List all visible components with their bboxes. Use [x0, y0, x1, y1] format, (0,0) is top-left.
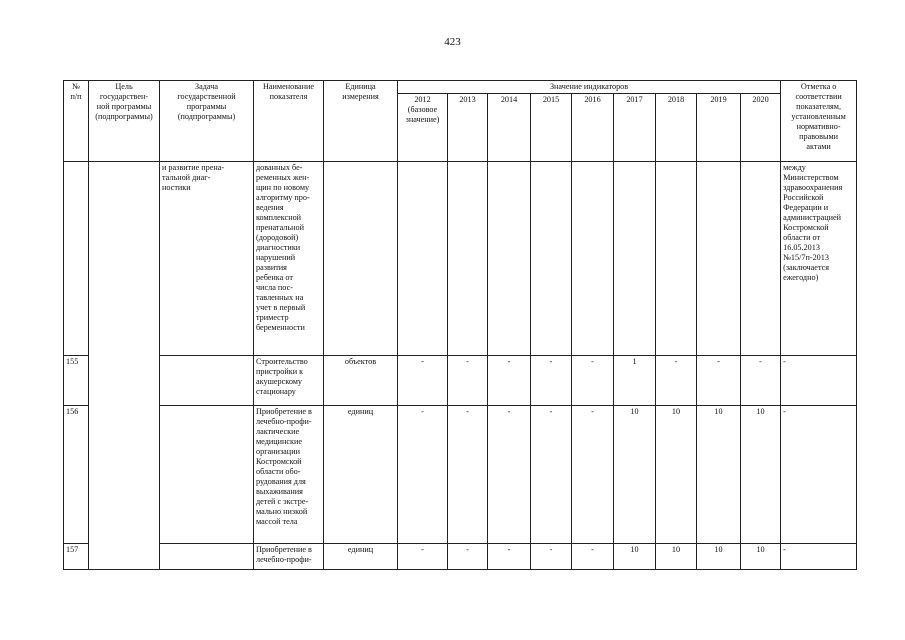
- cell-note: -: [781, 544, 857, 570]
- cell-value: -: [398, 544, 448, 570]
- cell-num: 155: [64, 356, 89, 406]
- cell-value: [531, 162, 572, 356]
- cell-value: -: [531, 544, 572, 570]
- cell-value: -: [448, 356, 488, 406]
- cell-num: [64, 162, 89, 356]
- cell-value: [488, 162, 531, 356]
- cell-value: -: [656, 356, 697, 406]
- cell-value: -: [398, 406, 448, 544]
- cell-value: 10: [614, 406, 656, 544]
- cell-value: [741, 162, 781, 356]
- cell-goal: [89, 162, 160, 570]
- cell-value: 10: [741, 544, 781, 570]
- header-year-2018: 2018: [656, 94, 697, 162]
- cell-task: [160, 406, 254, 544]
- cell-num: 157: [64, 544, 89, 570]
- header-year-2017: 2017: [614, 94, 656, 162]
- cell-value: 10: [741, 406, 781, 544]
- cell-indicator-name: Приобретение в лечебно-профи- лактические медицинские организации Костромской области обо- рудования для выхаживания детей с экстре- мально низкой массой тела: [254, 406, 324, 544]
- cell-value: -: [741, 356, 781, 406]
- cell-value: 10: [656, 544, 697, 570]
- cell-value: 10: [614, 544, 656, 570]
- indicators-table: [63, 80, 857, 570]
- header-indicator-name: Наименование показателя: [254, 81, 324, 162]
- cell-unit: объектов: [324, 356, 398, 406]
- cell-indicator-name: дованных бе- ременных жен- щин по новому алгоритму про- ведения комплексной пренатальной (дородовой) диагностики нарушений развития ребенка от числа пос- тавленных на учет в первый триместр беременности: [254, 162, 324, 356]
- cell-note: между Министерством здравоохранения Российской Федерации и администрацией Костромской области от 16.05.2013 №15/7п-2013 (заключается ежегодно): [781, 162, 857, 356]
- cell-value: [656, 162, 697, 356]
- header-values-group: Значение индикаторов: [398, 81, 781, 94]
- header-year-2012: 2012 (базовое значение): [398, 94, 448, 162]
- cell-value: [572, 162, 614, 356]
- cell-note: -: [781, 406, 857, 544]
- cell-value: [697, 162, 741, 356]
- page-number: 423: [444, 36, 461, 48]
- table-row: [64, 162, 857, 356]
- cell-unit: единиц: [324, 544, 398, 570]
- cell-value: [614, 162, 656, 356]
- cell-note: -: [781, 356, 857, 406]
- table-row: [64, 406, 857, 544]
- cell-value: 10: [697, 406, 741, 544]
- cell-value: -: [697, 356, 741, 406]
- cell-value: -: [531, 356, 572, 406]
- table-row: [64, 356, 857, 406]
- cell-num: 156: [64, 406, 89, 544]
- header-task: Задача государственной программы (подпрограммы): [160, 81, 254, 162]
- cell-task: [160, 356, 254, 406]
- header-year-2019: 2019: [697, 94, 741, 162]
- cell-value: [398, 162, 448, 356]
- header-year-2015: 2015: [531, 94, 572, 162]
- cell-value: 1: [614, 356, 656, 406]
- cell-value: -: [448, 406, 488, 544]
- cell-value: 10: [697, 544, 741, 570]
- cell-value: -: [572, 356, 614, 406]
- cell-value: -: [572, 406, 614, 544]
- header-num: № п/п: [64, 81, 89, 162]
- header-goal: Цель государствен- ной программы (подпрограммы): [89, 81, 160, 162]
- header-note: Отметка о соответствии показателям, установленным нормативно- правовыми актами: [781, 81, 857, 162]
- cell-unit: единиц: [324, 406, 398, 544]
- cell-value: -: [572, 544, 614, 570]
- cell-value: -: [488, 406, 531, 544]
- header-unit: Единица измерения: [324, 81, 398, 162]
- cell-task: [160, 544, 254, 570]
- header-year-2013: 2013: [448, 94, 488, 162]
- header-year-2014: 2014: [488, 94, 531, 162]
- cell-value: -: [488, 544, 531, 570]
- cell-unit: [324, 162, 398, 356]
- header-year-2016: 2016: [572, 94, 614, 162]
- cell-indicator-name: Приобретение в лечебно-профи-: [254, 544, 324, 570]
- cell-value: -: [531, 406, 572, 544]
- cell-value: 10: [656, 406, 697, 544]
- cell-value: [448, 162, 488, 356]
- cell-indicator-name: Строительство пристройки к акушерскому стационару: [254, 356, 324, 406]
- cell-value: -: [488, 356, 531, 406]
- cell-value: -: [448, 544, 488, 570]
- header-year-2020: 2020: [741, 94, 781, 162]
- cell-value: -: [398, 356, 448, 406]
- cell-task: и развитие прена- тальной диаг- ностики: [160, 162, 254, 356]
- table-row: [64, 544, 857, 570]
